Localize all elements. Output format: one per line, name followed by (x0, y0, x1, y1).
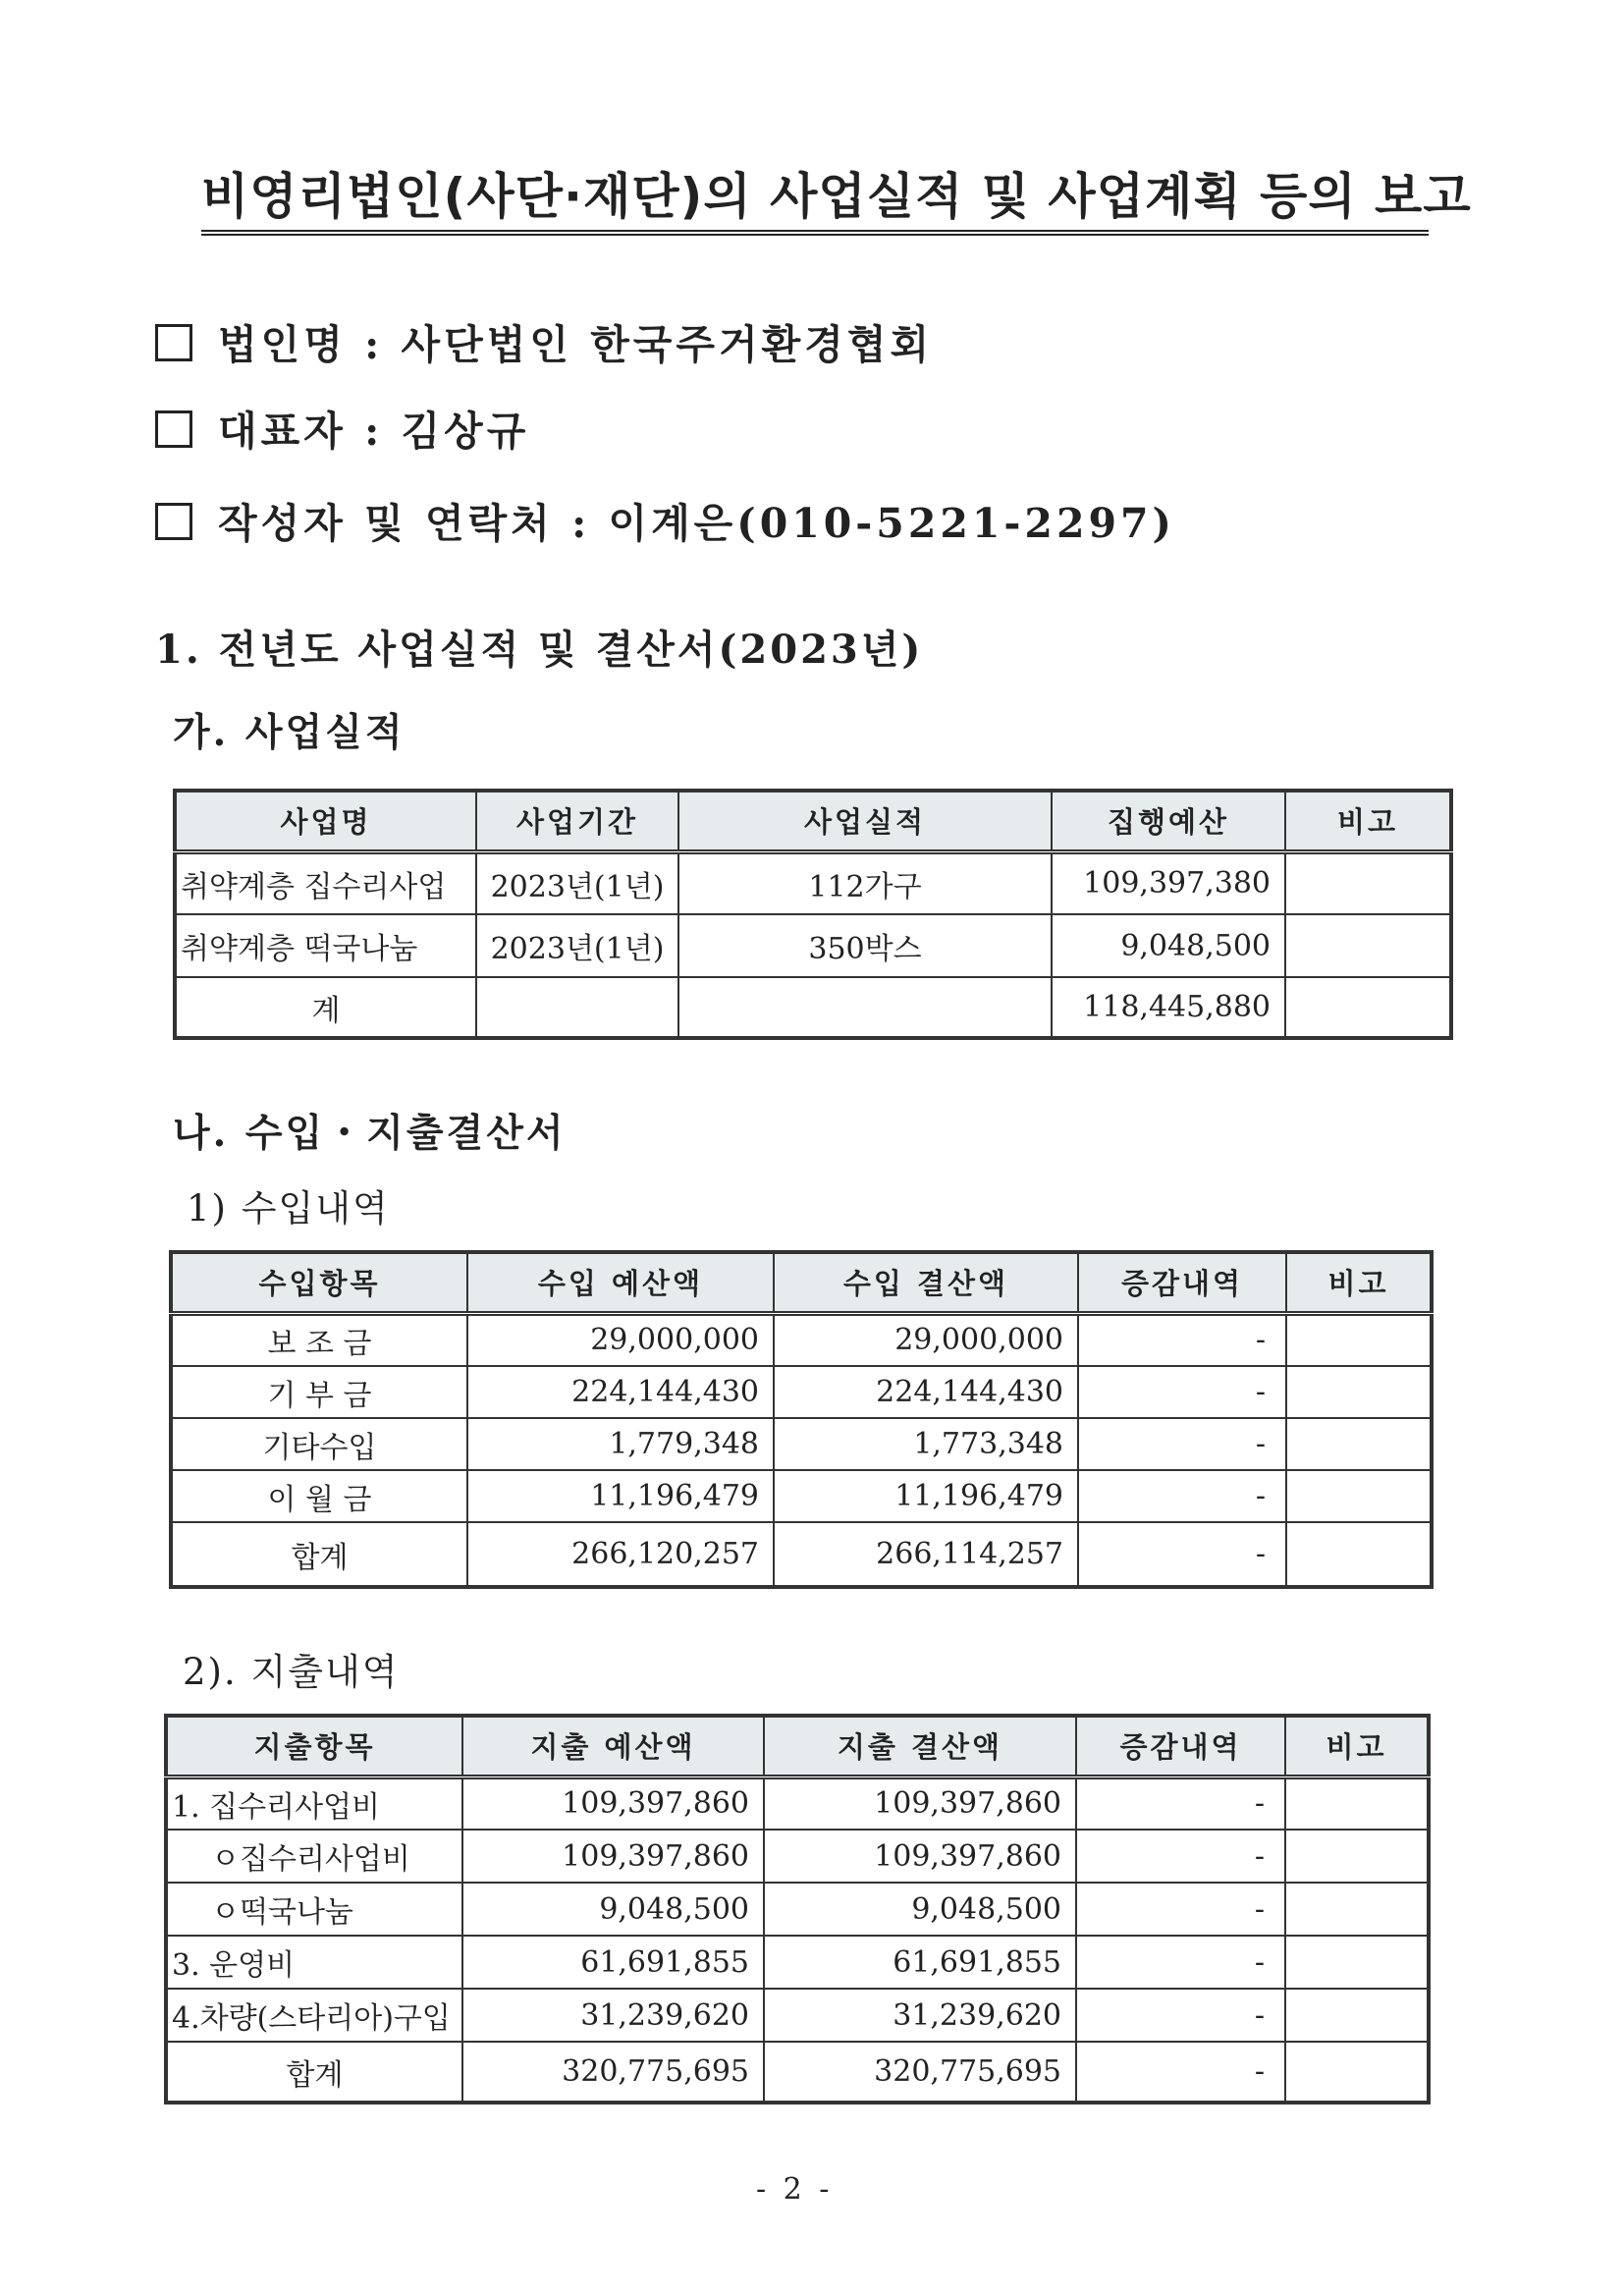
writer-contact-line (155, 491, 1175, 549)
table-cell: - (1076, 1830, 1285, 1883)
table-cell: - (1076, 2042, 1285, 2103)
table-cell: 224,144,430 (467, 1366, 774, 1418)
table-cell: 109,397,860 (764, 1830, 1076, 1883)
table-cell (1286, 1470, 1432, 1522)
table-cell (1286, 1366, 1432, 1418)
table-cell: 320,775,695 (462, 2042, 764, 2103)
table-row (175, 914, 1451, 977)
table-row (171, 1313, 1432, 1366)
column-header: 증감내역 (1078, 1252, 1286, 1313)
table-cell: 이 월 금 (171, 1470, 467, 1522)
table-cell: - (1076, 1777, 1285, 1830)
expense-heading: 2). 지출내역 (183, 1651, 400, 1693)
table-cell (1285, 1936, 1429, 1989)
table-cell: 9,048,500 (462, 1883, 764, 1936)
table-cell: 29,000,000 (774, 1313, 1078, 1366)
column-header: 지출 예산액 (462, 1716, 764, 1777)
table-cell: 1. 집수리사업비 (166, 1777, 462, 1830)
table-cell: 109,397,860 (462, 1830, 764, 1883)
table-cell: - (1076, 1936, 1285, 1989)
table-cell (1285, 1830, 1429, 1883)
table-cell (1285, 1883, 1429, 1936)
table-cell: - (1078, 1313, 1286, 1366)
table-cell: ㅇ떡국나눔 (166, 1883, 462, 1936)
page-title: 비영리법인(사단·재단)의 사업실적 및 사업계획 등의 보고 (201, 165, 1429, 236)
business-results-table (173, 789, 1453, 1040)
table-cell: 109,397,380 (1052, 851, 1285, 914)
column-header: 비고 (1285, 791, 1451, 851)
table-cell (1285, 977, 1451, 1038)
checkbox-square-icon (155, 503, 192, 540)
checkbox-square-icon (155, 410, 192, 448)
subsection-business-results: 가. 사업실적 (173, 710, 406, 755)
table-cell: 109,397,860 (462, 1777, 764, 1830)
column-header: 수입 예산액 (467, 1252, 774, 1313)
table-cell: - (1078, 1470, 1286, 1522)
corp-name-line (155, 312, 933, 370)
column-header: 비고 (1285, 1716, 1429, 1777)
table-cell (678, 977, 1052, 1038)
column-header: 지출 결산액 (764, 1716, 1076, 1777)
table-cell (1286, 1522, 1432, 1587)
table-cell: 11,196,479 (774, 1470, 1078, 1522)
table-cell: - (1078, 1522, 1286, 1587)
table-cell: 266,120,257 (467, 1522, 774, 1587)
table-cell: 61,691,855 (764, 1936, 1076, 1989)
table-row (166, 1883, 1429, 1936)
table-cell: 보 조 금 (171, 1313, 467, 1366)
table-cell: 취약계층 집수리사업 (175, 851, 476, 914)
table-cell: 11,196,479 (467, 1470, 774, 1522)
table-cell: 266,114,257 (774, 1522, 1078, 1587)
table-cell: - (1078, 1366, 1286, 1418)
table-cell (1285, 2042, 1429, 2103)
table-cell: - (1078, 1418, 1286, 1470)
expense-table (164, 1714, 1431, 2105)
table-cell: 320,775,695 (764, 2042, 1076, 2103)
table-cell: 350박스 (678, 914, 1052, 977)
table-cell: 1,773,348 (774, 1418, 1078, 1470)
income-heading: 1) 수입내역 (187, 1187, 390, 1230)
table-cell (1285, 1777, 1429, 1830)
table-cell: 합계 (166, 2042, 462, 2103)
table-cell: 합계 (171, 1522, 467, 1587)
table-cell: 기 부 금 (171, 1366, 467, 1418)
income-table (169, 1250, 1434, 1589)
column-header: 사업실적 (678, 791, 1052, 851)
table-cell: 3. 운영비 (166, 1936, 462, 1989)
table-row (166, 1936, 1429, 1989)
table-row (166, 1989, 1429, 2042)
table-cell: 61,691,855 (462, 1936, 764, 1989)
column-header: 사업명 (175, 791, 476, 851)
table-cell (1285, 851, 1451, 914)
table-cell: - (1076, 1883, 1285, 1936)
column-header: 증감내역 (1076, 1716, 1285, 1777)
table-cell: 4.차량(스타리아)구입 (166, 1989, 462, 2042)
table-cell: 2023년(1년) (476, 851, 678, 914)
table-cell: 31,239,620 (462, 1989, 764, 2042)
column-header: 사업기간 (476, 791, 678, 851)
table-cell (1286, 1313, 1432, 1366)
table-total-row (166, 2042, 1429, 2103)
table-cell: 29,000,000 (467, 1313, 774, 1366)
table-cell: 계 (175, 977, 476, 1038)
table-cell: 112가구 (678, 851, 1052, 914)
representative-line (155, 399, 529, 457)
table-row (171, 1470, 1432, 1522)
checkbox-square-icon (155, 324, 192, 361)
table-total-row (175, 977, 1451, 1038)
subsection-income-expense: 나. 수입・지출결산서 (173, 1111, 567, 1156)
table-row (175, 851, 1451, 914)
table-row (171, 1418, 1432, 1470)
table-cell: 9,048,500 (764, 1883, 1076, 1936)
corp-name-text: 법인명 : 사단법인 한국주거환경협회 (218, 321, 934, 368)
page-number: - 2 - (756, 2172, 834, 2207)
table-cell: 취약계층 떡국나눔 (175, 914, 476, 977)
table-cell (1285, 1989, 1429, 2042)
table-cell: 기타수입 (171, 1418, 467, 1470)
table-row (166, 1830, 1429, 1883)
table-cell (1286, 1418, 1432, 1470)
column-header: 수입항목 (171, 1252, 467, 1313)
table-cell: 2023년(1년) (476, 914, 678, 977)
representative-text: 대표자 : 김상규 (218, 408, 530, 455)
column-header: 집행예산 (1052, 791, 1285, 851)
table-total-row (171, 1522, 1432, 1587)
table-cell (476, 977, 678, 1038)
table-row (171, 1366, 1432, 1418)
table-cell: 1,779,348 (467, 1418, 774, 1470)
table-row (166, 1777, 1429, 1830)
table-cell: ㅇ집수리사업비 (166, 1830, 462, 1883)
table-cell: 9,048,500 (1052, 914, 1285, 977)
table-cell: 224,144,430 (774, 1366, 1078, 1418)
table-cell: 31,239,620 (764, 1989, 1076, 2042)
table-cell: - (1076, 1989, 1285, 2042)
section-heading: 1. 전년도 사업실적 및 결산서(2023년) (155, 627, 924, 673)
column-header: 수입 결산액 (774, 1252, 1078, 1313)
writer-contact-text: 작성자 및 연락처 : 이계은(010-5221-2297) (218, 500, 1175, 547)
table-cell: 118,445,880 (1052, 977, 1285, 1038)
column-header: 지출항목 (166, 1716, 462, 1777)
column-header: 비고 (1286, 1252, 1432, 1313)
table-cell (1285, 914, 1451, 977)
table-cell: 109,397,860 (764, 1777, 1076, 1830)
